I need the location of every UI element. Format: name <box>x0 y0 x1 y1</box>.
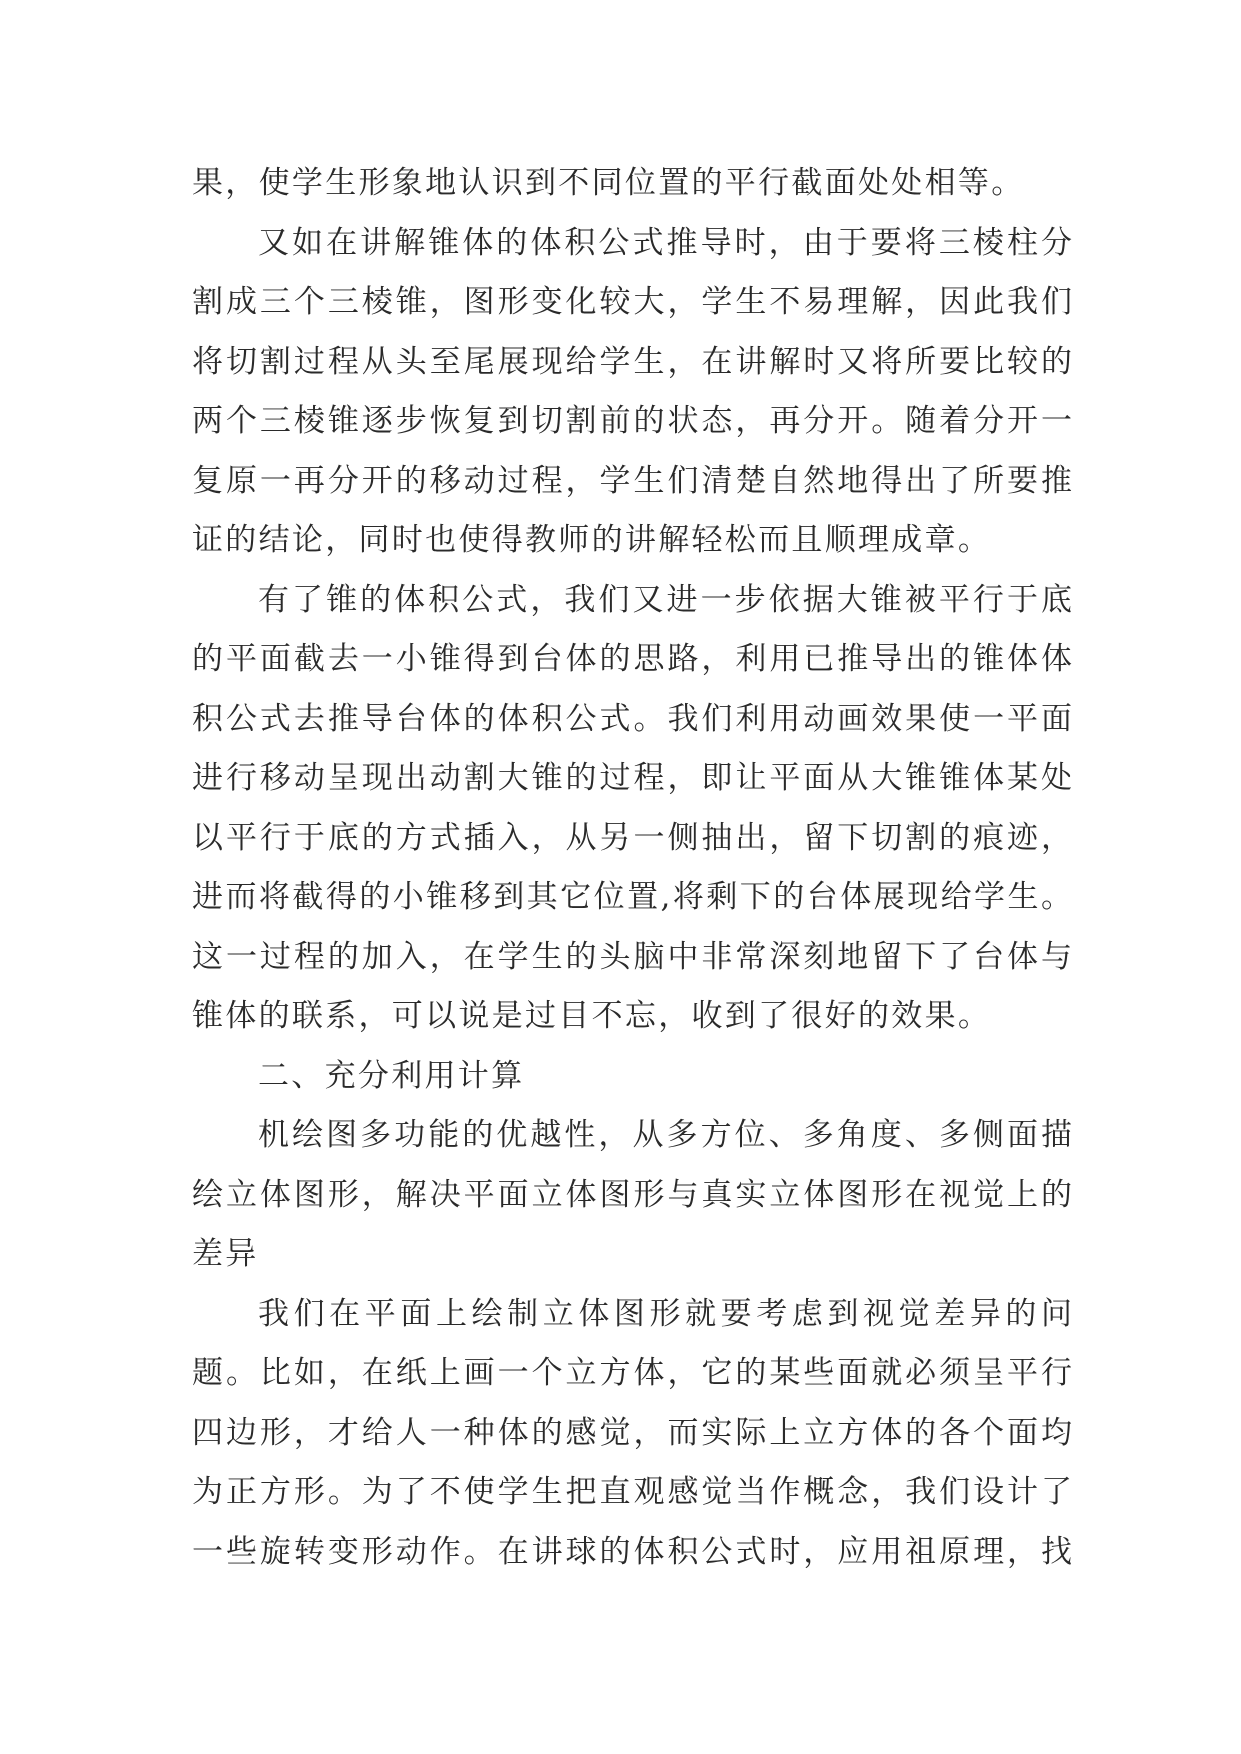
text-line: 将切割过程从头至尾展现给学生，在讲解时又将所要比较的 <box>192 343 1072 380</box>
text-line: 两个三棱锥逐步恢复到切割前的状态，再分开。随着分开一 <box>192 403 1072 439</box>
text-line: 一些旋转变形动作。在讲球的体积公式时，应用祖原理，找 <box>192 1533 1072 1570</box>
text-line: 积公式去推导台体的体积公式。我们利用动画效果使一平面 <box>192 700 1072 737</box>
text-line: 题。比如，在纸上画一个立方体，它的某些面就必须呈平行 <box>192 1355 1072 1391</box>
text-line: 的平面截去一小锥得到台体的思路，利用已推导出的锥体体 <box>192 641 1072 677</box>
text-line: 绘立体图形，解决平面立体图形与真实立体图形在视觉上的 <box>192 1176 1072 1213</box>
text-line: 机绘图多功能的优越性，从多方位、多角度、多侧面描 <box>258 1117 1072 1153</box>
text-line: 果，使学生形象地认识到不同位置的平行截面处处相等。 <box>192 165 1025 201</box>
text-line: 以平行于底的方式插入，从另一侧抽出，留下切割的痕迹， <box>192 819 1072 856</box>
text-line: 证的结论，同时也使得教师的讲解轻松而且顺理成章。 <box>192 522 992 558</box>
text-line: 复原一再分开的移动过程，学生们清楚自然地得出了所要推 <box>192 462 1072 499</box>
text-line: 割成三个三棱锥，图形变化较大，学生不易理解，因此我们 <box>192 284 1072 320</box>
text-line: 四边形，才给人一种体的感觉，而实际上立方体的各个面均 <box>192 1414 1072 1451</box>
text-line: 锥体的联系，可以说是过目不忘，收到了很好的效果。 <box>192 998 992 1034</box>
text-line: 有了锥的体积公式，我们又进一步依据大锥被平行于底 <box>258 581 1072 618</box>
body-text <box>192 154 1072 1582</box>
text-line: 为正方形。为了不使学生把直观感觉当作概念，我们设计了 <box>192 1474 1072 1510</box>
text-line: 差异 <box>192 1236 259 1272</box>
section-heading: 二、充分利用计算 <box>258 1057 525 1094</box>
text-line: 进行移动呈现出动割大锥的过程，即让平面从大锥锥体某处 <box>192 760 1072 796</box>
text-line: 进而将截得的小锥移到其它位置,将剩下的台体展现给学生。 <box>192 879 1072 915</box>
text-line: 我们在平面上绘制立体图形就要考虑到视觉差异的问 <box>258 1295 1072 1332</box>
text-line: 这一过程的加入，在学生的头脑中非常深刻地留下了台体与 <box>192 938 1072 975</box>
text-line: 又如在讲解锥体的体积公式推导时，由于要将三棱柱分 <box>258 224 1072 261</box>
